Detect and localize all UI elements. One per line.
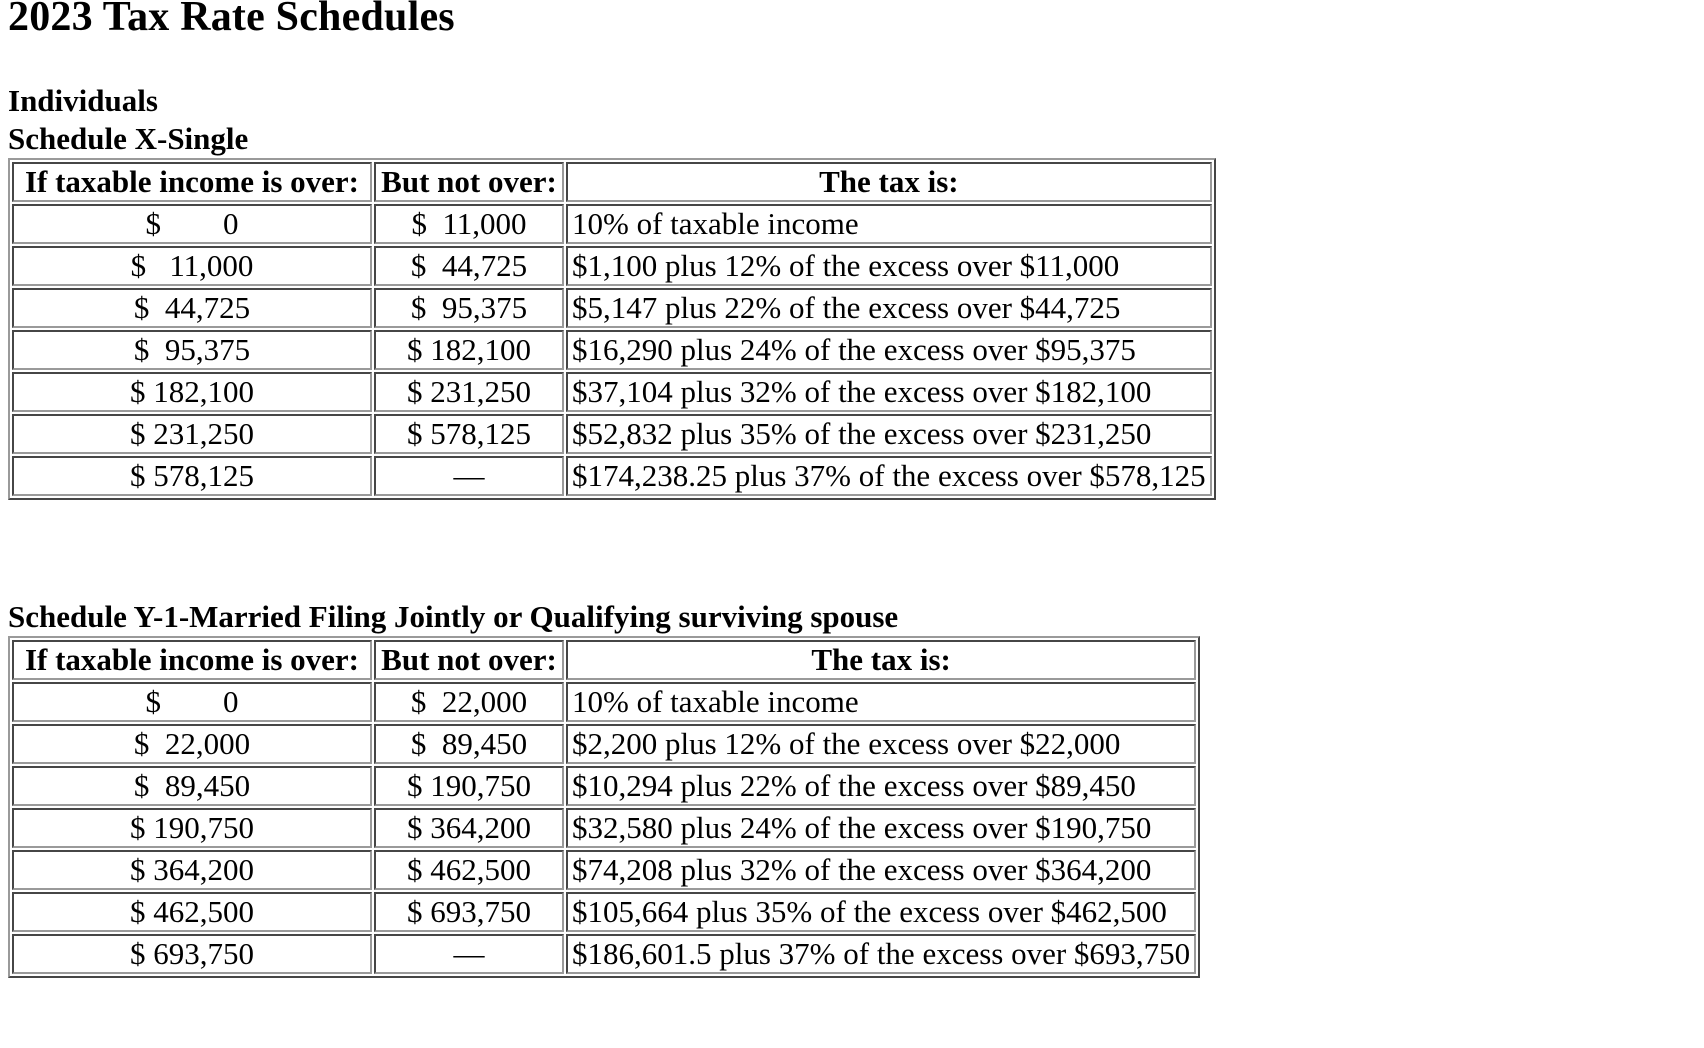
schedule-x-table: [8, 158, 1216, 500]
income-over-cell: $ 22,000: [12, 724, 372, 764]
page: [8, 0, 1216, 978]
schedule-y1-body: [12, 682, 1196, 974]
column-header-tax: The tax is:: [566, 640, 1196, 680]
income-over-cell: $ 44,725: [12, 288, 372, 328]
tax-formula-cell: $74,208 plus 32% of the excess over $364,200: [566, 850, 1196, 890]
schedule-y1-section: [8, 598, 1216, 978]
table-row: [12, 204, 1212, 244]
income-over-cell: $ 182,100: [12, 372, 372, 412]
table-row: [12, 808, 1196, 848]
income-over-cell: $ 0: [12, 204, 372, 244]
table-row: [12, 724, 1196, 764]
not-over-cell: $ 231,250: [374, 372, 564, 412]
income-over-cell: $ 231,250: [12, 414, 372, 454]
tax-formula-cell: $5,147 plus 22% of the excess over $44,725: [566, 288, 1212, 328]
income-over-cell: $ 364,200: [12, 850, 372, 890]
table-row: [12, 682, 1196, 722]
schedule-y1-title: Schedule Y-1-Married Filing Jointly or Qualifying surviving spouse: [8, 599, 899, 634]
column-header-not-over: But not over:: [374, 640, 564, 680]
not-over-cell: $ 22,000: [374, 682, 564, 722]
not-over-cell: $ 190,750: [374, 766, 564, 806]
not-over-cell: $ 364,200: [374, 808, 564, 848]
category-label: Individuals: [8, 83, 158, 118]
table-row: [12, 456, 1212, 496]
table-row: [12, 330, 1212, 370]
income-over-cell: $ 462,500: [12, 892, 372, 932]
tax-formula-cell: $52,832 plus 35% of the excess over $231,250: [566, 414, 1212, 454]
tax-formula-cell: $105,664 plus 35% of the excess over $462,500: [566, 892, 1196, 932]
schedule-x-body: [12, 204, 1212, 496]
income-over-cell: $ 190,750: [12, 808, 372, 848]
not-over-cell: $ 44,725: [374, 246, 564, 286]
tax-formula-cell: $186,601.5 plus 37% of the excess over $693,750: [566, 934, 1196, 974]
not-over-cell: —: [374, 934, 564, 974]
table-row: [12, 766, 1196, 806]
not-over-cell: $ 95,375: [374, 288, 564, 328]
not-over-cell: —: [374, 456, 564, 496]
tax-formula-cell: $10,294 plus 22% of the excess over $89,450: [566, 766, 1196, 806]
tax-formula-cell: $16,290 plus 24% of the excess over $95,375: [566, 330, 1212, 370]
column-header-over: If taxable income is over:: [12, 162, 372, 202]
not-over-cell: $ 89,450: [374, 724, 564, 764]
table-row: [12, 892, 1196, 932]
tax-formula-cell: $37,104 plus 32% of the excess over $182,100: [566, 372, 1212, 412]
not-over-cell: $ 11,000: [374, 204, 564, 244]
tax-formula-cell: $1,100 plus 12% of the excess over $11,000: [566, 246, 1212, 286]
income-over-cell: $ 11,000: [12, 246, 372, 286]
page-title: 2023 Tax Rate Schedules: [8, 0, 455, 34]
tax-formula-cell: $174,238.25 plus 37% of the excess over $578,125: [566, 456, 1212, 496]
income-over-cell: $ 0: [12, 682, 372, 722]
tax-formula-cell: $2,200 plus 12% of the excess over $22,000: [566, 724, 1196, 764]
table-row: [12, 934, 1196, 974]
tax-formula-cell: $32,580 plus 24% of the excess over $190,750: [566, 808, 1196, 848]
schedule-x-title: Schedule X-Single: [8, 121, 249, 156]
column-header-not-over: But not over:: [374, 162, 564, 202]
column-header-tax: The tax is:: [566, 162, 1212, 202]
table-row: [12, 850, 1196, 890]
table-row: [12, 414, 1212, 454]
tax-formula-cell: 10% of taxable income: [566, 682, 1196, 722]
not-over-cell: $ 182,100: [374, 330, 564, 370]
income-over-cell: $ 693,750: [12, 934, 372, 974]
not-over-cell: $ 462,500: [374, 850, 564, 890]
income-over-cell: $ 95,375: [12, 330, 372, 370]
table-row: [12, 246, 1212, 286]
column-header-over: If taxable income is over:: [12, 640, 372, 680]
income-over-cell: $ 578,125: [12, 456, 372, 496]
schedule-x-section: [8, 82, 1216, 500]
table-row: [12, 372, 1212, 412]
table-header-row: [12, 162, 1212, 202]
tax-formula-cell: 10% of taxable income: [566, 204, 1212, 244]
income-over-cell: $ 89,450: [12, 766, 372, 806]
table-row: [12, 288, 1212, 328]
not-over-cell: $ 693,750: [374, 892, 564, 932]
not-over-cell: $ 578,125: [374, 414, 564, 454]
table-header-row: [12, 640, 1196, 680]
schedule-y1-table: [8, 636, 1200, 978]
